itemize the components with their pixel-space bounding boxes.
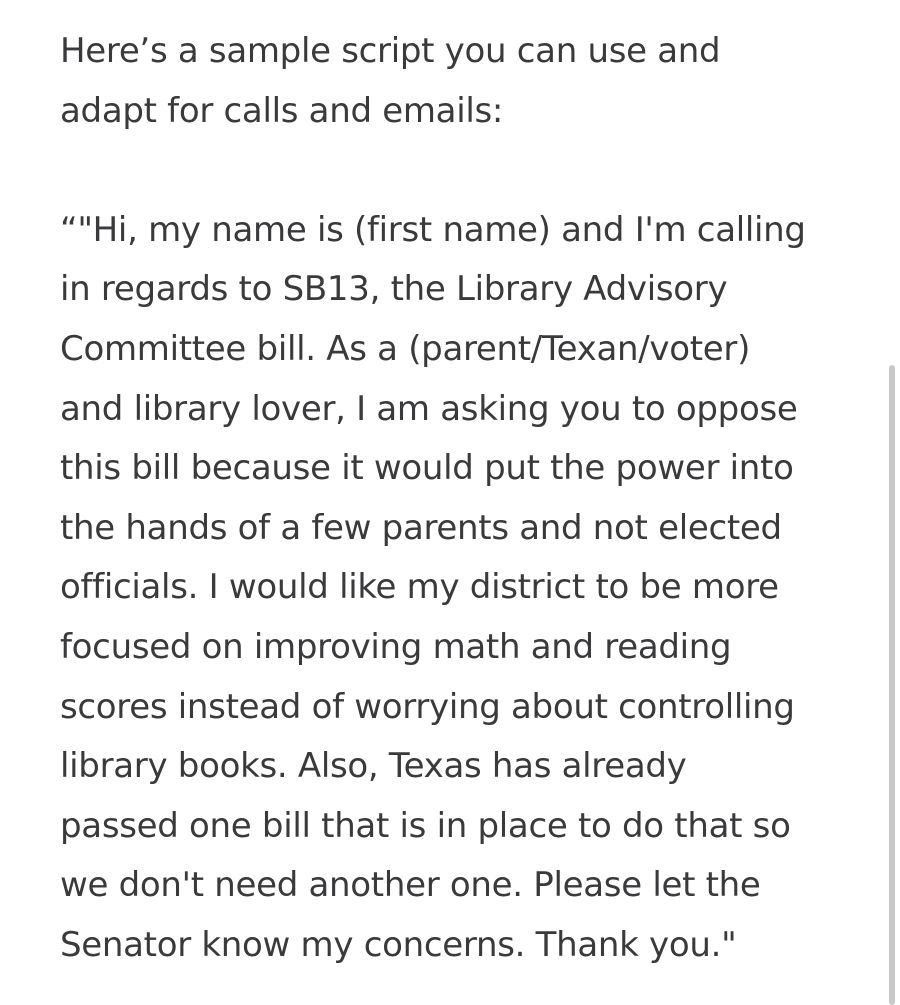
text-line: Senator know my concerns. Thank you.": [60, 924, 737, 965]
note-body[interactable]: [60, 22, 860, 976]
text-line: in regards to SB13, the Library Advisory: [60, 269, 728, 310]
text-line: Committee bill. As a (parent/Texan/voter): [60, 328, 751, 369]
text-line: focused on improving math and reading: [60, 626, 732, 667]
text-line: library books. Also, Texas has already: [60, 746, 687, 787]
text-line: officials. I would like my district to be more: [60, 567, 779, 608]
intro-paragraph: [60, 22, 860, 141]
text-line: we don't need another one. Please let the: [60, 865, 761, 906]
vertical-scrollbar[interactable]: [886, 0, 900, 1000]
text-line: and library lover, I am asking you to oppose: [60, 388, 798, 429]
text-line: adapt for calls and emails:: [60, 90, 504, 131]
text-line: Here’s a sample script you can use and: [60, 31, 721, 71]
text-line: the hands of a few parents and not elected: [60, 507, 782, 548]
text-line: scores instead of worrying about controlling: [60, 686, 795, 727]
text-line: “"Hi, my name is (first name) and I'm calling: [60, 209, 806, 250]
script-paragraph: [60, 201, 860, 976]
paragraph-gap: [60, 141, 860, 201]
text-line: this bill because it would put the power into: [60, 448, 794, 489]
text-line: passed one bill that is in place to do that so: [60, 805, 791, 846]
scrollbar-thumb[interactable]: [889, 365, 895, 1005]
